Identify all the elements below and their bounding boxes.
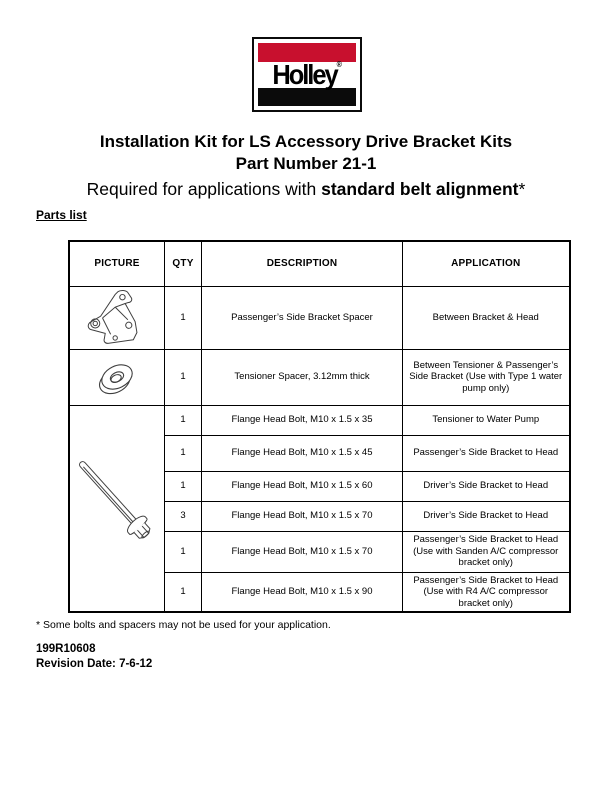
description-cell: Flange Head Bolt, M10 x 1.5 x 90 bbox=[202, 572, 403, 612]
holley-logo bbox=[252, 37, 362, 112]
description-cell: Tensioner Spacer, 3.12mm thick bbox=[202, 349, 403, 405]
qty-cell: 3 bbox=[165, 501, 202, 531]
qty-cell: 1 bbox=[165, 286, 202, 349]
table-row bbox=[69, 405, 570, 435]
col-header-picture: PICTURE bbox=[69, 241, 165, 286]
tensioner-spacer-icon bbox=[85, 353, 149, 401]
description-cell: Passenger’s Side Bracket Spacer bbox=[202, 286, 403, 349]
qty-cell: 1 bbox=[165, 405, 202, 435]
application-cell: Between Bracket & Head bbox=[403, 286, 570, 349]
table-row bbox=[69, 349, 570, 405]
application-cell: Driver’s Side Bracket to Head bbox=[403, 471, 570, 501]
part-picture-cell bbox=[69, 349, 165, 405]
description-cell: Flange Head Bolt, M10 x 1.5 x 45 bbox=[202, 435, 403, 471]
doc-number: 199R10608 bbox=[36, 643, 96, 655]
application-cell: Passenger’s Side Bracket to Head bbox=[403, 435, 570, 471]
footnote: * Some bolts and spacers may not be used for your application. bbox=[36, 619, 331, 631]
logo-brand-band bbox=[258, 58, 356, 91]
application-cell: Between Tensioner & Passenger’s Side Bracket (Use with Type 1 water pump only) bbox=[403, 349, 570, 405]
description-cell: Flange Head Bolt, M10 x 1.5 x 35 bbox=[202, 405, 403, 435]
part-picture-cell bbox=[69, 286, 165, 349]
revision-date: Revision Date: 7-6-12 bbox=[36, 658, 153, 670]
table-header-row bbox=[69, 241, 570, 286]
parts-list-heading: Parts list bbox=[36, 208, 87, 222]
qty-cell: 1 bbox=[165, 572, 202, 612]
qty-cell: 1 bbox=[165, 531, 202, 572]
flange-head-bolt-icon bbox=[74, 443, 160, 573]
table-row bbox=[69, 286, 570, 349]
qty-cell: 1 bbox=[165, 349, 202, 405]
application-cell: Passenger’s Side Bracket to Head (Use with R4 A/C compressor bracket only) bbox=[403, 572, 570, 612]
doc-subtitle: Required for applications with standard belt alignment* bbox=[86, 179, 526, 199]
col-header-description: DESCRIPTION bbox=[202, 241, 403, 286]
qty-cell: 1 bbox=[165, 471, 202, 501]
title-block bbox=[0, 131, 612, 175]
description-cell: Flange Head Bolt, M10 x 1.5 x 70 bbox=[202, 501, 403, 531]
parts-table bbox=[68, 240, 571, 613]
col-header-qty: QTY bbox=[165, 241, 202, 286]
doc-title-line2: Part Number 21-1 bbox=[235, 154, 377, 173]
part-picture-cell bbox=[69, 405, 165, 612]
col-header-application: APPLICATION bbox=[403, 241, 570, 286]
description-cell: Flange Head Bolt, M10 x 1.5 x 70 bbox=[202, 531, 403, 572]
logo-black-bar bbox=[258, 88, 356, 106]
description-cell: Flange Head Bolt, M10 x 1.5 x 60 bbox=[202, 471, 403, 501]
registered-mark: ® bbox=[336, 61, 342, 69]
doc-title-line1: Installation Kit for LS Accessory Drive Bracket Kits bbox=[99, 132, 513, 151]
bracket-spacer-icon bbox=[79, 289, 155, 347]
application-cell: Passenger’s Side Bracket to Head (Use with Sanden A/C compressor bracket only) bbox=[403, 531, 570, 572]
application-cell: Tensioner to Water Pump bbox=[403, 405, 570, 435]
application-cell: Driver’s Side Bracket to Head bbox=[403, 501, 570, 531]
logo-brand-text: Holley® bbox=[272, 58, 342, 91]
qty-cell: 1 bbox=[165, 435, 202, 471]
